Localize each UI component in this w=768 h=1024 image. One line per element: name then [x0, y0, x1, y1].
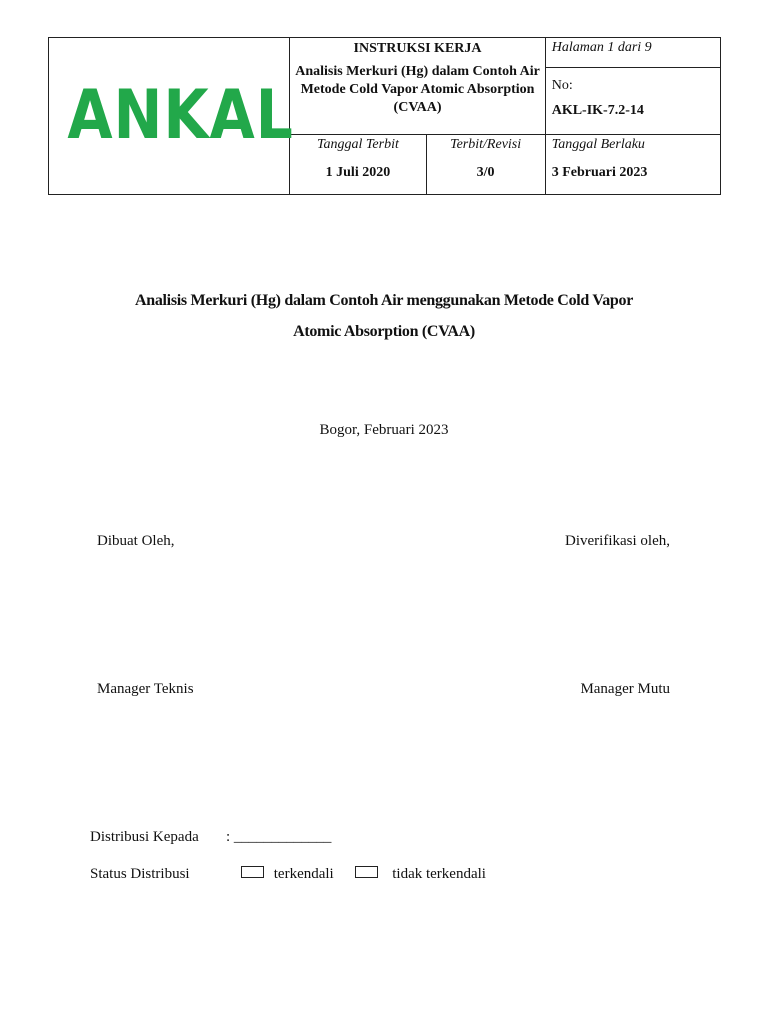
uncontrolled-checkbox[interactable] [355, 866, 378, 878]
effective-date-label: Tanggal Berlaku [551, 137, 645, 152]
revision-cell [426, 135, 545, 195]
made-by-label: Dibuat Oleh, [97, 533, 175, 549]
distribution-to-row [90, 829, 331, 846]
revision-label: Terbit/Revisi [450, 137, 522, 152]
made-by-role: Manager Teknis [97, 681, 194, 697]
distribution-to-label: Distribusi Kepada [90, 829, 199, 845]
issue-date-cell [290, 135, 426, 195]
verified-by-role: Manager Mutu [580, 681, 670, 697]
distribution-status-label: Status Distribusi [90, 866, 190, 882]
doc-number-value: AKL-IK-7.2-14 [551, 103, 644, 118]
place-date: Bogor, Februari 2023 [319, 422, 449, 438]
effective-date-cell [545, 135, 720, 195]
uncontrolled-label: tidak terkendali [392, 866, 486, 882]
issue-date-label: Tanggal Terbit [317, 137, 399, 152]
logo-cell [49, 38, 294, 195]
document-header-table [48, 37, 721, 195]
page-info: Halaman 1 dari 9 [545, 38, 720, 68]
distribution-to-value: : _____________ [226, 829, 332, 845]
doc-type: INSTRUKSI KERJA [353, 41, 482, 56]
title-cell [290, 38, 545, 135]
revision-value: 3/0 [476, 165, 495, 180]
controlled-label: terkendali [273, 866, 334, 882]
document-title-line1: Analisis Merkuri (Hg) dalam Contoh Air menggunakan Metode Cold Vapor [134, 292, 634, 309]
ankal-logo: ANKAL [67, 76, 294, 155]
header-doc-title: Analisis Merkuri (Hg) dalam Contoh Air Metode Cold Vapor Atomic Absorption (CVAA) [295, 64, 540, 115]
doc-number-cell [545, 68, 720, 135]
doc-number-label: No: [551, 78, 573, 93]
verified-by-label: Diverifikasi oleh, [565, 533, 670, 549]
distribution-status-row [90, 866, 486, 883]
document-title [0, 285, 768, 347]
effective-date-value: 3 Februari 2023 [551, 165, 648, 180]
document-title-line2: Atomic Absorption (CVAA) [293, 323, 475, 340]
controlled-checkbox[interactable] [241, 866, 264, 878]
issue-date-value: 1 Juli 2020 [325, 165, 391, 180]
